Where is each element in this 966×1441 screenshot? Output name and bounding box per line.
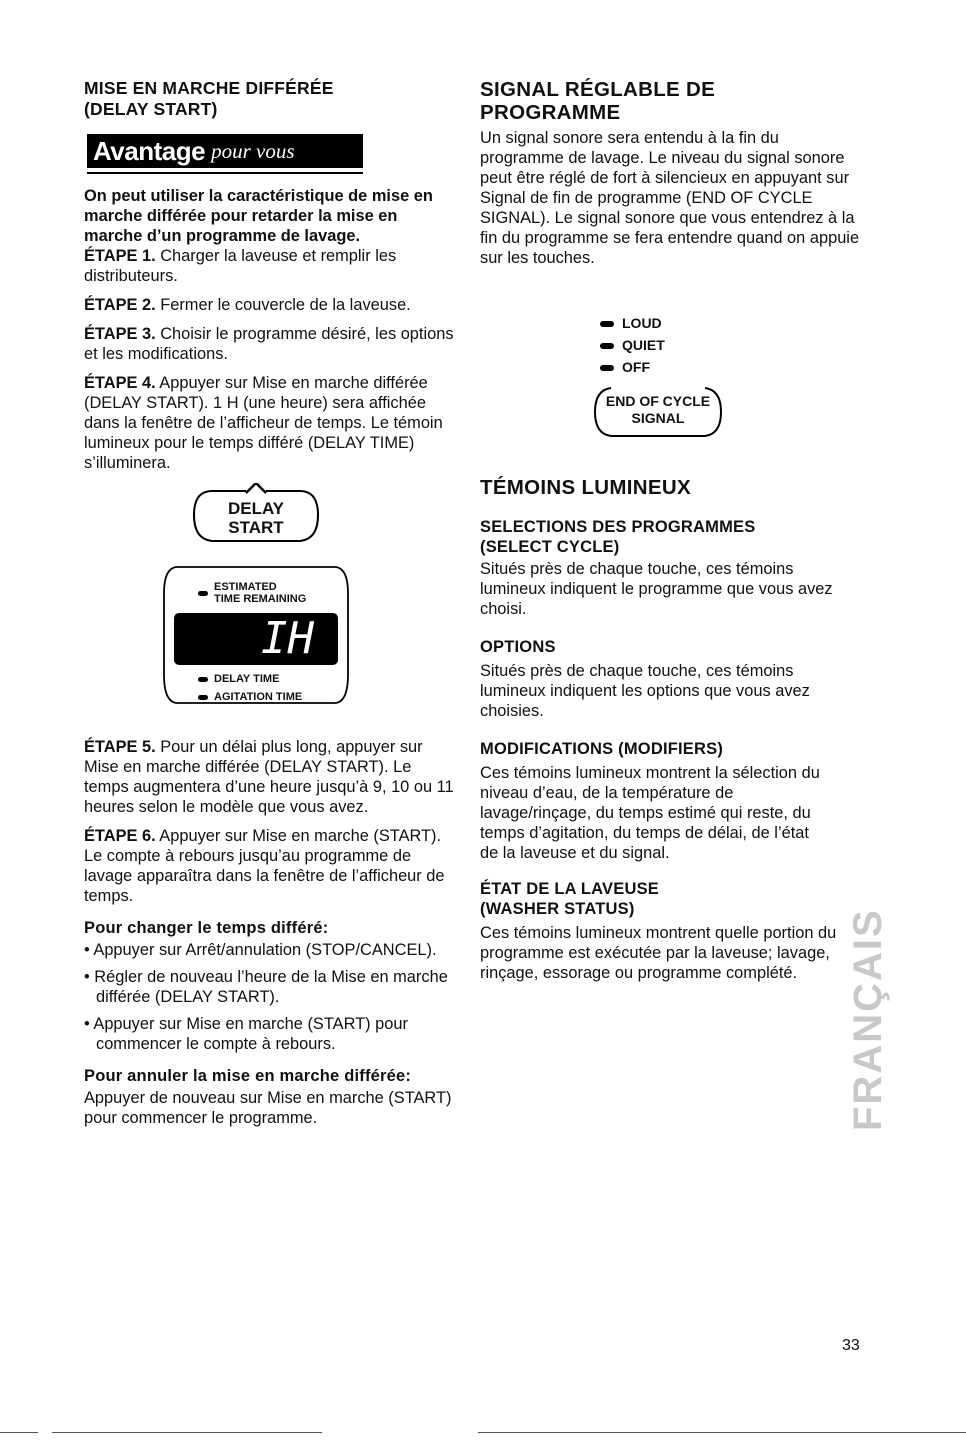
step-5-text: Pour un délai plus long, appuyer sur Mise en marche différée (DELAY START). Le temps augmentera d’une heure jusqu’à 9, 10 ou 11 heures selon le modèle que vous avez.	[84, 738, 454, 816]
step-3	[84, 324, 456, 364]
agitation-time-label: AGITATION TIME	[214, 691, 303, 703]
change-bullet-2: • Régler de nouveau l’heure de la Mise en marche différée (DELAY START).	[84, 968, 448, 1006]
signal-level-label: QUIET	[622, 337, 665, 353]
language-side-tab: FRANÇAIS	[846, 908, 890, 1132]
footer-rule	[52, 1432, 322, 1433]
step-1	[84, 246, 456, 286]
change-bullet-1: • Appuyer sur Arrêt/annulation (STOP/CANCEL).	[84, 941, 437, 959]
step-3-text: Choisir le programme désiré, les options et les modifications.	[84, 325, 454, 363]
time-display-panel	[160, 563, 352, 707]
section-heading: SELECTIONS DES PROGRAMMES (SELECT CYCLE)	[480, 518, 756, 556]
step-5	[84, 737, 456, 817]
avantage-banner	[87, 134, 363, 168]
step-1-label: ÉTAPE 1.	[84, 247, 156, 265]
step-6	[84, 826, 456, 906]
temoins-section-1	[480, 517, 860, 619]
footer-rule	[478, 1432, 966, 1433]
step-5-label: ÉTAPE 5.	[84, 738, 156, 756]
banner-rule	[87, 172, 363, 174]
cancel-delay-heading: Pour annuler la mise en marche différée:	[84, 1067, 412, 1085]
delay-start-line1: DELAY	[227, 499, 285, 518]
time-readout: IH	[174, 613, 338, 665]
signal-level-label: LOUD	[622, 315, 662, 331]
delay-start-subheading: (DELAY START)	[84, 99, 218, 119]
banner-word-1: Avantage	[93, 135, 206, 166]
eoc-line1: END OF CYCLE	[605, 393, 711, 409]
end-of-cycle-label	[593, 393, 723, 427]
time-remaining-label: TIME REMAINING	[214, 593, 307, 605]
signal-level-list	[600, 312, 860, 378]
indicator-dot-icon	[198, 591, 208, 596]
delay-time-label: DELAY TIME	[214, 673, 280, 685]
page-number: 33	[842, 1337, 860, 1354]
section-heading: OPTIONS	[480, 638, 556, 656]
step-4	[84, 373, 456, 473]
temoins-heading: TÉMOINS LUMINEUX	[480, 476, 691, 499]
signal-heading: SIGNAL RÉGLABLE DE PROGRAMME	[480, 78, 716, 124]
estimated-label: ESTIMATED	[214, 581, 277, 593]
indicator-dot-icon	[600, 343, 614, 349]
indicator-dot-icon	[198, 677, 208, 682]
delay-start-line2: START	[228, 518, 284, 537]
step-1-text: Charger la laveuse et remplir les distributeurs.	[84, 247, 397, 285]
section-heading: ÉTAT DE LA LAVEUSE (WASHER STATUS)	[480, 880, 659, 918]
steps-1-4	[84, 246, 456, 473]
change-bullet-3: • Appuyer sur Mise en marche (START) pour commencer le compte à rebours.	[84, 1015, 408, 1053]
footer-rule	[0, 1432, 38, 1433]
signal-level-loud	[600, 312, 860, 334]
signal-level-label: OFF	[622, 359, 650, 375]
left-column	[84, 78, 456, 1128]
indicator-dot-icon	[600, 321, 614, 327]
step-4-label: ÉTAPE 4.	[84, 374, 156, 392]
section-heading: MODIFICATIONS (MODIFIERS)	[480, 740, 724, 758]
temoins-section-4	[480, 879, 860, 983]
step-2	[84, 295, 456, 315]
indicator-dot-icon	[600, 365, 614, 371]
temoins-section-3	[480, 739, 860, 863]
delay-start-label	[190, 499, 322, 537]
step-6-label: ÉTAPE 6.	[84, 827, 156, 845]
section-text: Situés près de chaque touche, ces témoins lumineux indiquent les options que vous avez choisies.	[480, 662, 810, 720]
banner-word-2: pour vous	[211, 138, 295, 163]
step-2-label: ÉTAPE 2.	[84, 296, 156, 314]
section-text: Ces témoins lumineux montrent quelle portion du programme est exécutée par la laveuse; lavage, rinçage, essorage ou programme complété.	[480, 924, 837, 982]
temoins-section-2	[480, 637, 860, 721]
step-4-text: Appuyer sur Mise en marche différée (DELAY START). 1 H (une heure) sera affichée dans la fenêtre de l’afficheur de temps. Le témoin lumineux pour le temps différé (DELAY TIME) s’illuminera.	[84, 374, 443, 472]
step-3-label: ÉTAPE 3.	[84, 325, 156, 343]
signal-text: Un signal sonore sera entendu à la fin du programme de lavage. Le niveau du signal sonore peut être réglé de fort à silencieux en appuyant sur Signal de fin de programme (END OF CYCLE SIGNAL). Le signal sonore que vous entendrez à la fin du programme se fera entendre quand on appuie sur les touches.	[480, 129, 860, 267]
intro-text: On peut utiliser la caractéristique de mise en marche différée pour retarder la mise en marche d’un programme de lavage.	[84, 187, 433, 245]
section-text: Ces témoins lumineux montrent la sélection du niveau d’eau, de la température de lavage/rinçage, du temps estimé qui reste, du temps d’agitation, du temps de délai, de l’état de la laveuse et du signal.	[480, 764, 820, 862]
right-column	[480, 78, 860, 983]
step-2-text: Fermer le couvercle de la laveuse.	[155, 296, 411, 314]
signal-level-quiet	[600, 334, 860, 356]
eoc-line2: SIGNAL	[631, 410, 685, 426]
signal-level-off	[600, 356, 860, 378]
section-text: Situés près de chaque touche, ces témoins lumineux indiquent le programme que vous avez choisi.	[480, 560, 833, 618]
delay-start-button-illustration	[190, 483, 322, 547]
change-delay-list	[84, 940, 456, 1054]
cancel-delay-text: Appuyer de nouveau sur Mise en marche (START) pour commencer le programme.	[84, 1089, 452, 1127]
estimated-time-indicator	[200, 581, 306, 605]
step-6-text: Appuyer sur Mise en marche (START). Le compte à rebours jusqu’au programme de lavage apparaîtra dans la fenêtre de l’afficheur de temps.	[84, 827, 445, 905]
indicator-dot-icon	[198, 695, 208, 700]
delay-time-indicator	[198, 673, 279, 685]
change-delay-heading: Pour changer le temps différé:	[84, 919, 329, 937]
end-of-cycle-button-illustration	[593, 386, 723, 438]
delay-start-heading: MISE EN MARCHE DIFFÉRÉE	[84, 78, 334, 98]
agitation-time-indicator	[198, 691, 302, 703]
